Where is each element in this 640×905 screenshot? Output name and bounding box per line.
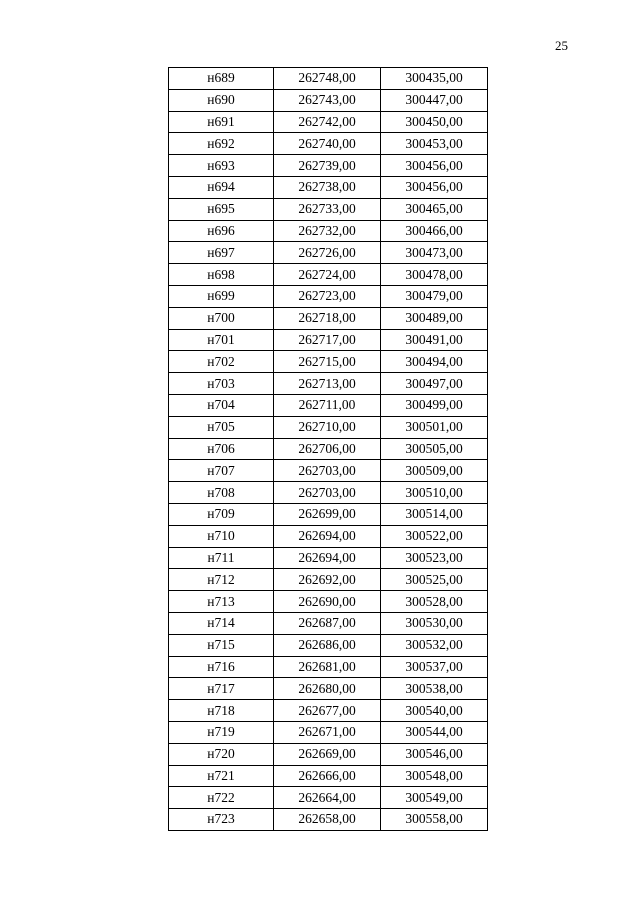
y-coordinate-cell: 300473,00	[381, 242, 488, 264]
table-row	[169, 482, 488, 504]
y-coordinate-cell: 300466,00	[381, 220, 488, 242]
point-name-cell: н693	[169, 155, 274, 177]
x-coordinate-cell: 262748,00	[274, 68, 381, 90]
y-coordinate-cell: 300479,00	[381, 285, 488, 307]
x-coordinate-cell: 262718,00	[274, 307, 381, 329]
point-name-cell: н719	[169, 721, 274, 743]
x-coordinate-cell: 262738,00	[274, 176, 381, 198]
table-row	[169, 198, 488, 220]
x-coordinate-cell: 262740,00	[274, 133, 381, 155]
y-coordinate-cell: 300478,00	[381, 264, 488, 286]
table-row	[169, 591, 488, 613]
x-coordinate-cell: 262692,00	[274, 569, 381, 591]
table-row	[169, 373, 488, 395]
table-row	[169, 612, 488, 634]
x-coordinate-cell: 262711,00	[274, 394, 381, 416]
x-coordinate-cell: 262739,00	[274, 155, 381, 177]
y-coordinate-cell: 300544,00	[381, 721, 488, 743]
point-name-cell: н704	[169, 394, 274, 416]
y-coordinate-cell: 300558,00	[381, 809, 488, 831]
point-name-cell: н706	[169, 438, 274, 460]
table-row	[169, 89, 488, 111]
point-name-cell: н692	[169, 133, 274, 155]
x-coordinate-cell: 262694,00	[274, 547, 381, 569]
y-coordinate-cell: 300523,00	[381, 547, 488, 569]
coordinates-table-body	[169, 68, 488, 831]
table-row	[169, 765, 488, 787]
table-row	[169, 220, 488, 242]
table-row	[169, 68, 488, 90]
table-row	[169, 329, 488, 351]
y-coordinate-cell: 300514,00	[381, 503, 488, 525]
x-coordinate-cell: 262713,00	[274, 373, 381, 395]
table-row	[169, 111, 488, 133]
y-coordinate-cell: 300456,00	[381, 176, 488, 198]
x-coordinate-cell: 262726,00	[274, 242, 381, 264]
table-row	[169, 787, 488, 809]
x-coordinate-cell: 262703,00	[274, 460, 381, 482]
x-coordinate-cell: 262699,00	[274, 503, 381, 525]
x-coordinate-cell: 262664,00	[274, 787, 381, 809]
table-row	[169, 460, 488, 482]
point-name-cell: н691	[169, 111, 274, 133]
y-coordinate-cell: 300538,00	[381, 678, 488, 700]
point-name-cell: н699	[169, 285, 274, 307]
x-coordinate-cell: 262671,00	[274, 721, 381, 743]
x-coordinate-cell: 262710,00	[274, 416, 381, 438]
x-coordinate-cell: 262687,00	[274, 612, 381, 634]
table-row	[169, 743, 488, 765]
point-name-cell: н702	[169, 351, 274, 373]
table-row	[169, 285, 488, 307]
x-coordinate-cell: 262690,00	[274, 591, 381, 613]
y-coordinate-cell: 300494,00	[381, 351, 488, 373]
table-row	[169, 176, 488, 198]
x-coordinate-cell: 262717,00	[274, 329, 381, 351]
x-coordinate-cell: 262732,00	[274, 220, 381, 242]
y-coordinate-cell: 300510,00	[381, 482, 488, 504]
point-name-cell: н690	[169, 89, 274, 111]
point-name-cell: н717	[169, 678, 274, 700]
point-name-cell: н700	[169, 307, 274, 329]
x-coordinate-cell: 262715,00	[274, 351, 381, 373]
y-coordinate-cell: 300499,00	[381, 394, 488, 416]
y-coordinate-cell: 300546,00	[381, 743, 488, 765]
x-coordinate-cell: 262681,00	[274, 656, 381, 678]
coordinates-table	[168, 67, 488, 831]
point-name-cell: н713	[169, 591, 274, 613]
point-name-cell: н722	[169, 787, 274, 809]
table-row	[169, 503, 488, 525]
table-row	[169, 634, 488, 656]
point-name-cell: н689	[169, 68, 274, 90]
table-row	[169, 678, 488, 700]
y-coordinate-cell: 300450,00	[381, 111, 488, 133]
table-row	[169, 700, 488, 722]
point-name-cell: н714	[169, 612, 274, 634]
y-coordinate-cell: 300522,00	[381, 525, 488, 547]
table-row	[169, 133, 488, 155]
y-coordinate-cell: 300491,00	[381, 329, 488, 351]
x-coordinate-cell: 262706,00	[274, 438, 381, 460]
y-coordinate-cell: 300530,00	[381, 612, 488, 634]
point-name-cell: н696	[169, 220, 274, 242]
point-name-cell: н694	[169, 176, 274, 198]
table-row	[169, 155, 488, 177]
y-coordinate-cell: 300465,00	[381, 198, 488, 220]
x-coordinate-cell: 262669,00	[274, 743, 381, 765]
table-row	[169, 416, 488, 438]
point-name-cell: н697	[169, 242, 274, 264]
table-row	[169, 394, 488, 416]
point-name-cell: н718	[169, 700, 274, 722]
y-coordinate-cell: 300501,00	[381, 416, 488, 438]
table-row	[169, 264, 488, 286]
x-coordinate-cell: 262666,00	[274, 765, 381, 787]
table-row	[169, 438, 488, 460]
point-name-cell: н708	[169, 482, 274, 504]
point-name-cell: н710	[169, 525, 274, 547]
y-coordinate-cell: 300456,00	[381, 155, 488, 177]
point-name-cell: н695	[169, 198, 274, 220]
point-name-cell: н701	[169, 329, 274, 351]
y-coordinate-cell: 300528,00	[381, 591, 488, 613]
table-row	[169, 569, 488, 591]
point-name-cell: н720	[169, 743, 274, 765]
x-coordinate-cell: 262677,00	[274, 700, 381, 722]
table-row	[169, 656, 488, 678]
table-row	[169, 547, 488, 569]
point-name-cell: н723	[169, 809, 274, 831]
y-coordinate-cell: 300453,00	[381, 133, 488, 155]
point-name-cell: н698	[169, 264, 274, 286]
y-coordinate-cell: 300537,00	[381, 656, 488, 678]
table-row	[169, 307, 488, 329]
x-coordinate-cell: 262694,00	[274, 525, 381, 547]
y-coordinate-cell: 300505,00	[381, 438, 488, 460]
table-row	[169, 351, 488, 373]
page-number: 25	[555, 38, 568, 53]
y-coordinate-cell: 300497,00	[381, 373, 488, 395]
point-name-cell: н709	[169, 503, 274, 525]
y-coordinate-cell: 300489,00	[381, 307, 488, 329]
y-coordinate-cell: 300548,00	[381, 765, 488, 787]
y-coordinate-cell: 300525,00	[381, 569, 488, 591]
y-coordinate-cell: 300532,00	[381, 634, 488, 656]
x-coordinate-cell: 262742,00	[274, 111, 381, 133]
x-coordinate-cell: 262723,00	[274, 285, 381, 307]
y-coordinate-cell: 300435,00	[381, 68, 488, 90]
point-name-cell: н707	[169, 460, 274, 482]
x-coordinate-cell: 262703,00	[274, 482, 381, 504]
table-row	[169, 809, 488, 831]
x-coordinate-cell: 262743,00	[274, 89, 381, 111]
x-coordinate-cell: 262658,00	[274, 809, 381, 831]
table-row	[169, 721, 488, 743]
x-coordinate-cell: 262686,00	[274, 634, 381, 656]
point-name-cell: н715	[169, 634, 274, 656]
x-coordinate-cell: 262724,00	[274, 264, 381, 286]
y-coordinate-cell: 300447,00	[381, 89, 488, 111]
x-coordinate-cell: 262680,00	[274, 678, 381, 700]
table-row	[169, 242, 488, 264]
point-name-cell: н712	[169, 569, 274, 591]
point-name-cell: н705	[169, 416, 274, 438]
table-row	[169, 525, 488, 547]
point-name-cell: н703	[169, 373, 274, 395]
y-coordinate-cell: 300540,00	[381, 700, 488, 722]
point-name-cell: н716	[169, 656, 274, 678]
point-name-cell: н711	[169, 547, 274, 569]
point-name-cell: н721	[169, 765, 274, 787]
x-coordinate-cell: 262733,00	[274, 198, 381, 220]
y-coordinate-cell: 300549,00	[381, 787, 488, 809]
y-coordinate-cell: 300509,00	[381, 460, 488, 482]
